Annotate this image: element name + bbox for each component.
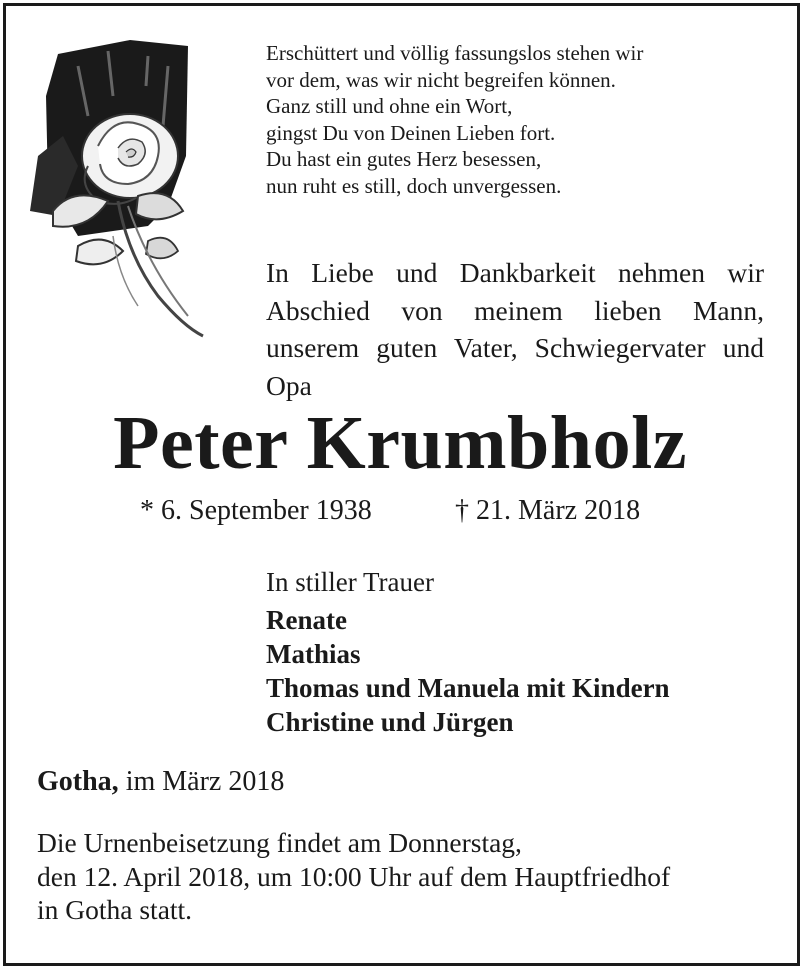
poem-line: Erschüttert und völlig fassungslos stehen wir — [266, 41, 644, 65]
mourning-intro: In stiller Trauer — [266, 567, 434, 597]
place-month: im März 2018 — [125, 766, 285, 797]
poem-line: gingst Du von Deinen Lieben fort. — [266, 120, 556, 145]
poem-line: vor dem, was wir nicht begreifen können. — [266, 67, 616, 92]
poem — [266, 40, 786, 199]
burial-line: Die Urnenbeisetzung findet am Donnerstag, — [37, 827, 522, 858]
burial-info — [37, 826, 670, 927]
place-date — [37, 765, 284, 799]
burial-line: in Gotha statt. — [37, 894, 193, 925]
poem-line: nun ruht es still, doch unvergessen. — [266, 173, 562, 198]
poem-line: Ganz still und ohne ein Wort, — [266, 94, 513, 118]
mourners-list — [266, 603, 670, 739]
mourner-name: Thomas und Manuela mit Kindern — [266, 673, 670, 703]
place-city: Gotha, — [37, 766, 119, 797]
mourner-name: Mathias — [266, 639, 361, 669]
poem-line: Du hast ein gutes Herz besessen, — [266, 147, 542, 171]
birth-date: * 6. September 1938 — [140, 495, 372, 526]
death-date: † 21. März 2018 — [455, 495, 641, 526]
burial-line: den 12. April 2018, um 10:00 Uhr auf dem Hauptfriedhof — [37, 860, 671, 892]
deceased-name: Peter Krumbholz — [113, 401, 687, 485]
rose-icon — [18, 36, 218, 346]
mourner-name: Christine und Jürgen — [266, 707, 514, 737]
farewell-text: In Liebe und Dankbarkeit nehmen wir Abschied von meinem lieben Mann, unserem guten Vater, Schwiegervater und Opa — [266, 257, 764, 401]
mourner-name: Renate — [266, 605, 347, 635]
